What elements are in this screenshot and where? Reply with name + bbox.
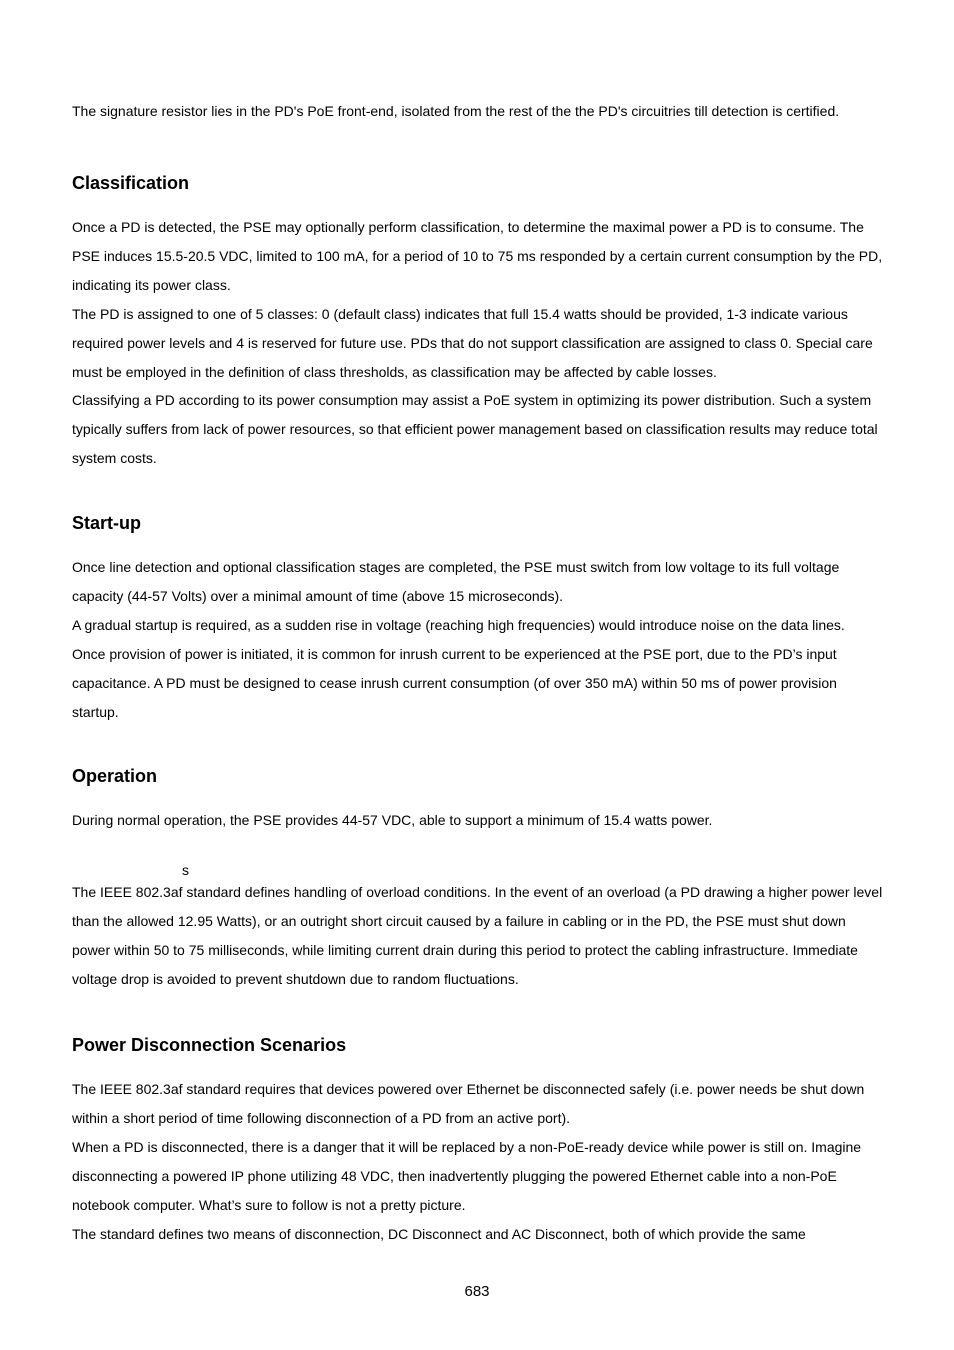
heading-disconnection: Power Disconnection Scenarios	[72, 1035, 347, 1055]
paragraph: Once a PD is detected, the PSE may optionally perform classification, to determine the maximal power a PD is to consume. The PSE induces 15.5-20.5 VDC, limited to 100 mA, for a period of 10 to 75 ms responded by a certain current consumption by the PD, indicating its power class.	[72, 219, 883, 293]
paragraph: The PD is assigned to one of 5 classes: 0 (default class) indicates that full 15.4 watts should be provided, 1-3 indicate various required power levels and 4 is reserved for future use. PDs that do not support classification are assigned to class 0. Special care must be employed in the definition of class thresholds, as classification may be affected by cable losses.	[72, 305, 873, 380]
paragraph: The standard defines two means of disconnection, DC Disconnect and AC Disconnect, both of which provide the same	[72, 1225, 806, 1242]
intro-paragraph: The signature resistor lies in the PD's PoE front-end, isolated from the rest of the the PD's circuitries till detection is certified.	[72, 103, 840, 119]
paragraph: The IEEE 802.3af standard requires that devices powered over Ethernet be disconnected safely (i.e. power needs be shut down within a short period of time following disconnection of a PD from an active port).	[72, 1081, 865, 1126]
classification-body	[72, 213, 887, 473]
disconnection-body	[72, 1075, 887, 1248]
page-number: 683	[464, 1283, 490, 1300]
section-classification	[72, 171, 887, 473]
paragraph: Once line detection and optional classification stages are completed, the PSE must switch from low voltage to its full voltage capacity (44-57 Volts) over a minimal amount of time (above 15 microseconds).	[72, 559, 840, 604]
overload-body	[72, 878, 887, 994]
paragraph: A gradual startup is required, as a sudden rise in voltage (reaching high frequencies) would introduce noise on the data lines.	[72, 616, 845, 633]
heading-startup: Start-up	[72, 513, 141, 533]
heading-classification: Classification	[72, 173, 190, 193]
paragraph: Classifying a PD according to its power consumption may assist a PoE system in optimizing its power distribution. Such a system typically suffers from lack of power resources, so that efficient power management based on classification results may reduce total system costs.	[72, 392, 878, 467]
heading-operation: Operation	[72, 766, 158, 786]
paragraph: Once provision of power is initiated, it is common for inrush current to be experienced at the PSE port, due to the PD’s input capacitance. A PD must be designed to cease inrush current consumption (of over 350 mA) within 50 ms of power provision startup.	[72, 645, 837, 720]
paragraph: The IEEE 802.3af standard defines handling of overload conditions. In the event of an overload (a PD drawing a higher power level than the allowed 12.95 Watts), or an outright short circuit caused by a failure in cabling or in the PD, the PSE must shut down power within 50 to 75 milliseconds, while limiting current drain during this period to protect the cabling infrastructure. Immediate voltage drop is avoided to prevent shutdown due to random fluctuations.	[72, 884, 883, 987]
stray-character: s	[182, 862, 189, 878]
operation-body	[72, 806, 887, 835]
startup-body	[72, 553, 887, 726]
paragraph: During normal operation, the PSE provides 44-57 VDC, able to support a minimum of 15.4 watts power.	[72, 812, 713, 828]
section-operation	[72, 764, 887, 835]
section-disconnection	[72, 1033, 887, 1248]
section-startup	[72, 511, 887, 726]
paragraph: When a PD is disconnected, there is a danger that it will be replaced by a non-PoE-ready device while power is still on. Imagine disconnecting a powered IP phone utilizing 48 VDC, then inadvertently plugging the powered Ethernet cable into a non-PoE notebook computer. What’s sure to follow is not a pretty picture.	[72, 1138, 862, 1213]
